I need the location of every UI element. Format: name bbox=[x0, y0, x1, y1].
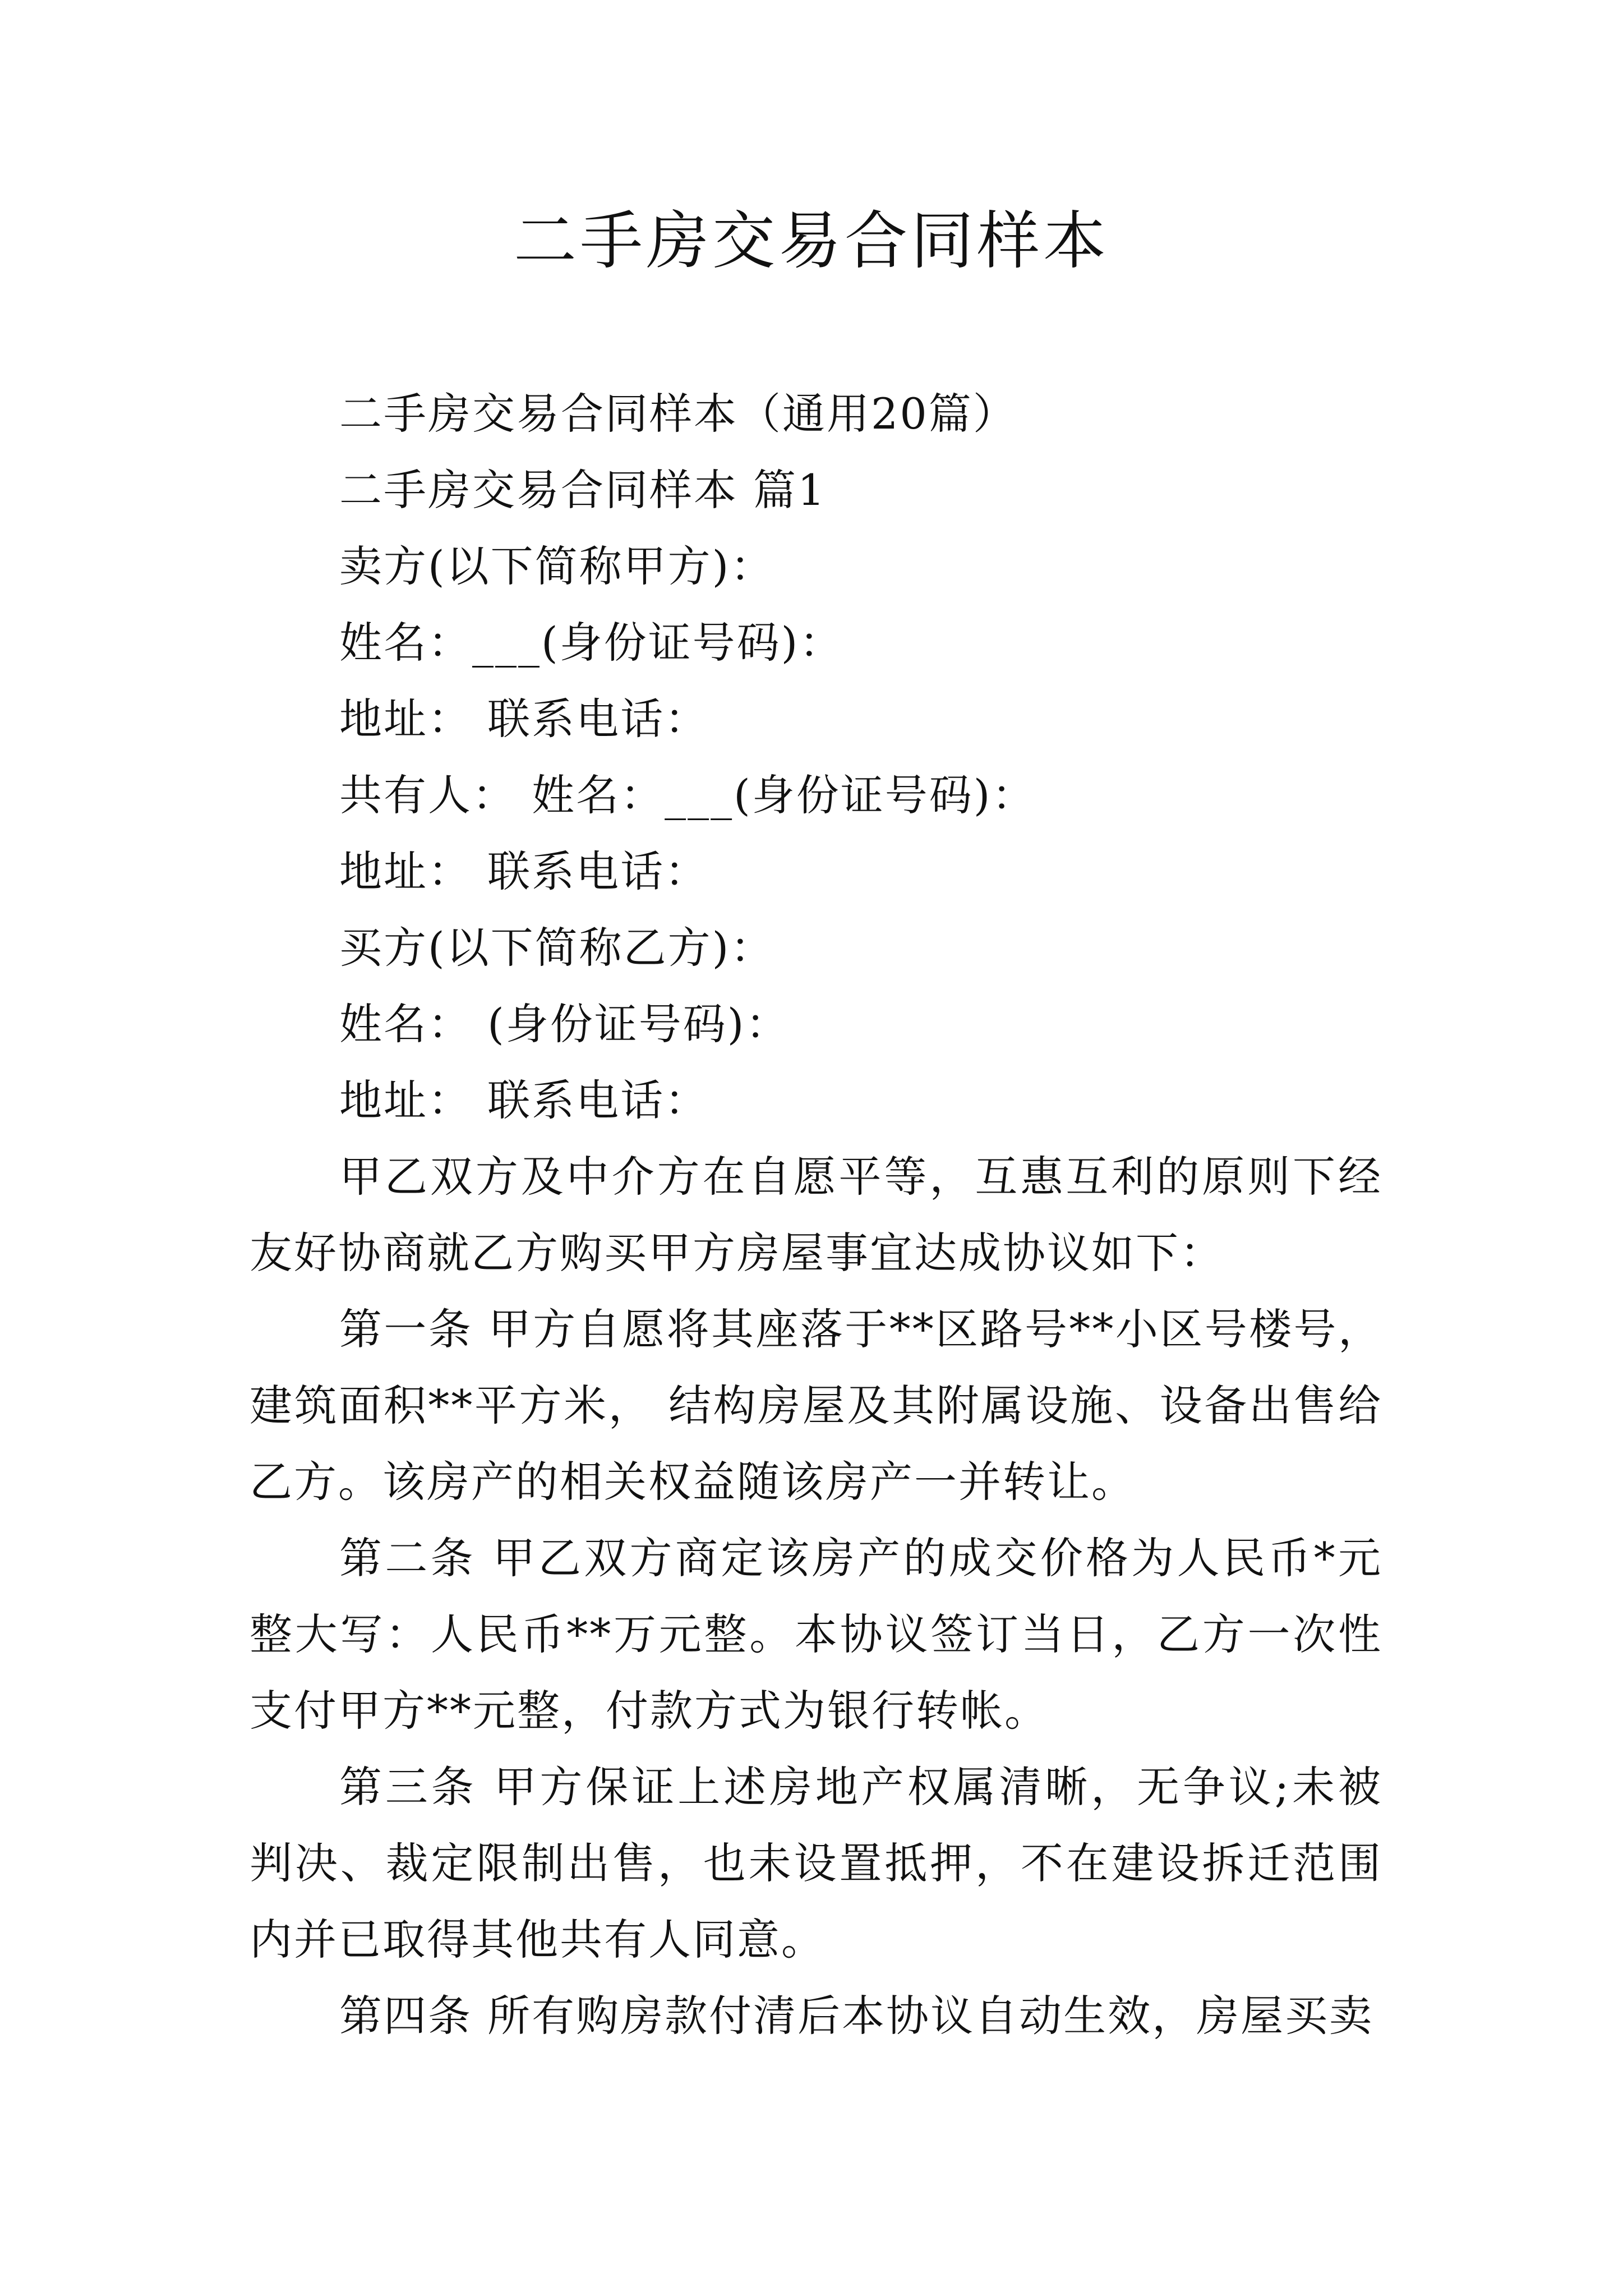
co-owner-line: 共有人： 姓名：___(身份证号码)： bbox=[339, 770, 1036, 820]
seller-heading: 卖方(以下简称甲方)： bbox=[339, 541, 775, 591]
article-1-paragraph: 第一条 甲方自愿将其座落于**区路号**小区号楼号，建筑面积**平方米， 结构房屋及其附属设施、设备出售给乙方。该房产的相关权益随该房产一并转让。 bbox=[250, 1304, 1382, 1507]
seller-name-line: 姓名：___(身份证号码)： bbox=[339, 618, 844, 668]
document-title: 二手房交易合同样本 bbox=[514, 205, 1109, 278]
seller-address-line: 地址： 联系电话： bbox=[339, 694, 709, 744]
document-body bbox=[250, 376, 1382, 2054]
buyer-address-line: 地址： 联系电话： bbox=[339, 1075, 709, 1125]
co-owner-address-line: 地址： 联系电话： bbox=[339, 846, 709, 896]
buyer-heading: 买方(以下简称乙方)： bbox=[339, 923, 775, 973]
article-2-paragraph: 第二条 甲乙双方商定该房产的成交价格为人民币*元整大写：人民币**万元整。本协议签订当日，乙方一次性支付甲方**元整，付款方式为银行转帐。 bbox=[250, 1533, 1382, 1736]
buyer-name-line: 姓名： (身份证号码)： bbox=[339, 999, 790, 1049]
section-heading: 二手房交易合同样本 篇1 bbox=[339, 465, 827, 515]
subtitle-line: 二手房交易合同样本（通用20篇） bbox=[339, 389, 1017, 439]
article-4-paragraph: 第四条 所有购房款付清后本协议自动生效，房屋买卖 bbox=[339, 1991, 1374, 2041]
article-3-paragraph: 第三条 甲方保证上述房地产权属清晰，无争议;未被判决、裁定限制出售，也未设置抵押，不在建设拆迁范围内并已取得其他共有人同意。 bbox=[250, 1762, 1382, 1964]
intro-paragraph: 甲乙双方及中介方在自愿平等，互惠互利的原则下经友好协商就乙方购买甲方房屋事宜达成协议如下： bbox=[250, 1152, 1382, 1278]
